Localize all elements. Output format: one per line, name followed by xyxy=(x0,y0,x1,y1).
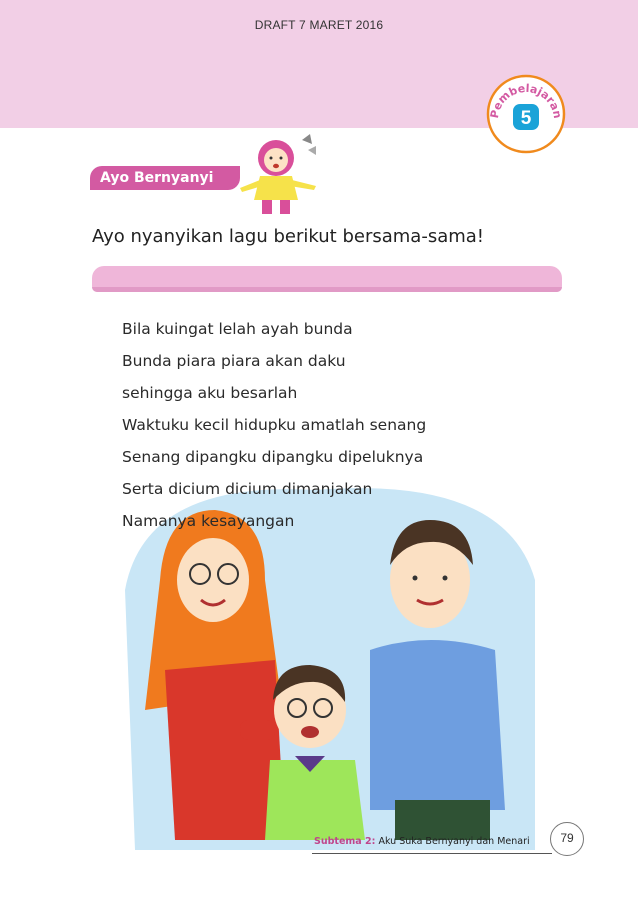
instruction-text: Ayo nyanyikan lagu berikut bersama-sama! xyxy=(92,226,485,247)
singing-girl-mascot xyxy=(232,128,324,216)
lyric-line: Namanya kesayangan xyxy=(122,512,295,530)
badge-label: Pembelajaran xyxy=(487,81,565,120)
footer-divider xyxy=(312,853,552,854)
badge-number: 5 xyxy=(520,108,532,129)
footer-subtema xyxy=(314,836,530,847)
page-number: 79 xyxy=(550,822,584,856)
lyric-line: sehingga aku besarlah xyxy=(122,384,298,402)
decorative-bar xyxy=(92,266,562,292)
song-lyrics xyxy=(122,316,426,540)
lyric-line: Bunda piara piara akan daku xyxy=(122,352,346,370)
subtema-title: Aku Suka Bernyanyi dan Menari xyxy=(378,836,530,847)
lesson-badge xyxy=(486,74,566,154)
draft-label: DRAFT 7 MARET 2016 xyxy=(254,18,384,32)
lyric-line: Serta dicium dicium dimanjakan xyxy=(122,480,373,498)
lyric-line: Waktuku kecil hidupku amatlah senang xyxy=(122,416,427,434)
subtema-label: Subtema 2: xyxy=(314,836,376,847)
lyric-line: Senang dipangku dipangku dipeluknya xyxy=(122,448,424,466)
section-label: Ayo Bernyanyi xyxy=(90,166,240,190)
lyric-line: Bila kuingat lelah ayah bunda xyxy=(122,320,353,338)
